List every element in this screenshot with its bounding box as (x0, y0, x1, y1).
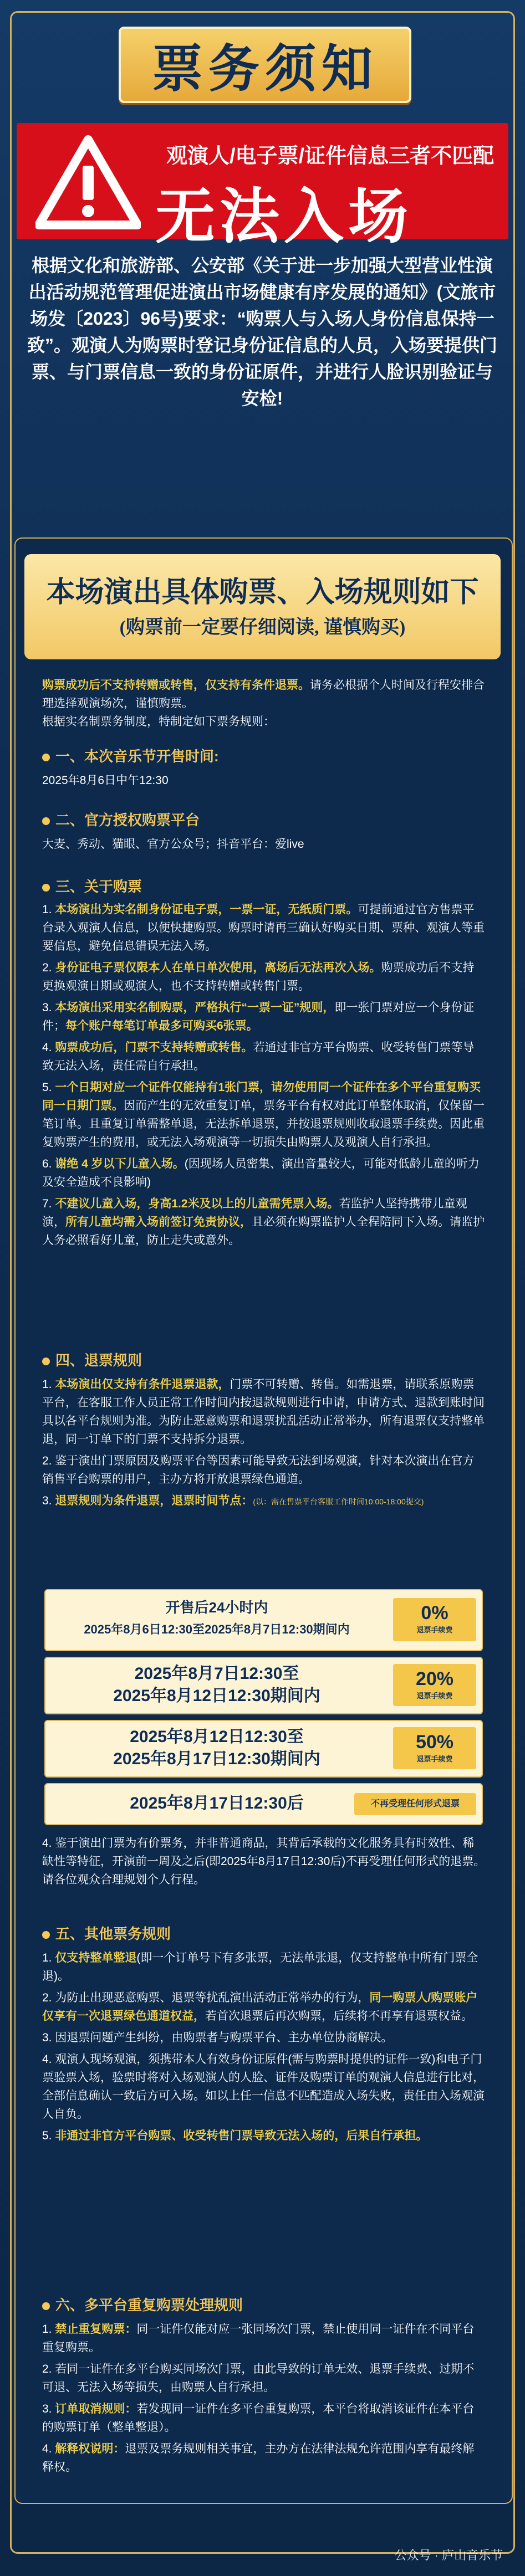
panel-header (24, 554, 501, 659)
section-1-title: 一、本次音乐节开售时间: (42, 745, 219, 766)
footer-watermark: 公众号 · 庐山音乐节 (394, 2548, 503, 2562)
title-banner (119, 27, 411, 103)
section-1-body: 2025年8月6日中午12:30 (42, 774, 169, 787)
s5-item-1: 1. 仅支持整单整退(即一个订单号下有多张票，无法单张退，仅支持整单中所有门票全退)。 (42, 1952, 478, 1983)
s6-item-4: 4. 解释权说明：退票及票务规则相关事宜，主办方在法律法规允许范围内享有最终解释权。 (42, 2442, 475, 2473)
s3-item-4: 4. 购票成功后，门票不支持转赠或转售。若通过非官方平台购票、收受转售门票等导致无法入场，责任需自行承担。 (42, 1041, 475, 1072)
section-2-body: 大麦、秀动、猫眼、官方公众号；抖音平台：爱live (42, 838, 304, 851)
bullet-icon (42, 884, 50, 892)
panel-title: 本场演出具体购票、入场规则如下 (46, 577, 479, 608)
warning-main: 无法入场 (155, 185, 413, 250)
s4-item-2: 2. 鉴于演出门票原因及购票平台等因素可能导致无法到场观演，针对本次演出在官方销售平台购票的用户，主办方将开放退票绿色通道。 (42, 1455, 475, 1486)
s6-item-3: 3. 订单取消规则：若发现同一证件在多平台重复购票，本平台将取消该证件在本平台的购票订单（整单整退）。 (42, 2403, 475, 2434)
warning-subtitle: 观演人/电子票/证件信息三者不匹配 (166, 145, 495, 168)
page-title: 票务须知 (151, 41, 378, 98)
refund-row-2: 2025年8月7日12:30至 2025年8月12日12:30期间内 20% 退票手续费 (44, 1657, 483, 1714)
section-4-title: 四、退票规则 (42, 1349, 142, 1370)
section-6-title: 六、多平台重复购票处理规则 (42, 2294, 243, 2314)
warning-triangle-icon (35, 135, 141, 229)
bullet-icon (42, 754, 50, 761)
warning-banner (17, 123, 508, 250)
refund-row-1: 开售后24小时内 2025年8月6日12:30至2025年8月7日12:30期间内 0% 退票手续费 (44, 1589, 483, 1651)
s3-item-5: 5. 一个日期对应一个证件仅能持有1张门票，请勿使用同一个证件在多个平台重复购买同一日期门票。因而产生的无效重复订单，票务平台有权对此订单整体取消，仅保留一笔订单。且重复订单需整单退，无法拆单退票，并按退票规则收取退票手续费。因此重复购票产生的费用，或无法入场观演等一切损失由购票人及观演人自行承担。 (42, 1081, 485, 1149)
section-4-content (42, 1375, 486, 1511)
s5-item-2: 2. 为防止出现恶意购票、退票等扰乱演出活动正常举办的行为，同一购票人/购票账户仅享有一次退票绿色通道权益，若首次退票后再次购票，后续将不再享有退票权益。 (42, 1991, 478, 2022)
refund-row-4: 2025年8月17日12:30后 不再受理任何形式退票 (44, 1783, 483, 1825)
section-3-content (42, 900, 486, 1249)
refund-fee-badge: 50% 退票手续费 (393, 1727, 476, 1769)
s5-item-3: 3. 因退票问题产生纠纷，由购票者与购票平台、主办单位协商解决。 (42, 2031, 393, 2044)
section-2-title: 二、官方授权购票平台 (42, 809, 200, 829)
section-3-title: 三、关于购票 (42, 875, 142, 896)
preface-text2: 根据实名制票务制度，特制定如下票务规则： (42, 715, 275, 728)
bullet-icon (42, 1931, 50, 1939)
refund-fee-badge: 20% 退票手续费 (393, 1664, 476, 1706)
s3-item-7: 7. 不建议儿童入场，身高1.2米及以上的儿童需凭票入场。若监护人坚持携带儿童观演，所有儿童均需入场前签订免责协议，且必须在购票监护人全程陪同下入场。请监护人务必照看好儿童，防止走失或意外。 (42, 1197, 485, 1247)
preface-highlight: 购票成功后不支持转赠或转售，仅支持有条件退票。 (42, 679, 310, 692)
refund-fee-badge: 0% 退票手续费 (393, 1598, 476, 1641)
preface-text: 请务必根据个人时间及行程安排合理选择观演场次，谨慎购票。 (42, 679, 485, 710)
section-6-content (42, 2320, 486, 2476)
s4-item-1: 1. 本场演出仅支持有条件退票退款，门票不可转赠、转售。如需退票，请联系原购票平台，在客服工作人员正常工作时间内按退款规则进行申请，申请方式、退款到账时间具以各平台规则为准。为防止恶意购票和退票扰乱活动正常举办，所有退票仅支持整单退，同一订单下的门票不支持拆分退票。 (42, 1378, 485, 1446)
section-5-content (42, 1949, 486, 2145)
s5-item-5: 5. 非通过非官方平台购票、收受转售门票导致无法入场的，后果自行承担。 (42, 2129, 428, 2142)
s3-item-1: 1. 本场演出为实名制身份证电子票，一票一证，无纸质门票。可提前通过官方售票平台录入观演人信息，以便快捷购票。购票时请再三确认好购买日期、票种、观演人等重要信息，避免信息错误无法入场。 (42, 903, 485, 952)
panel-subtitle: (购票前一定要仔细阅读, 谨慎购买) (119, 617, 406, 638)
s3-item-3: 3. 本场演出采用实名制购票，严格执行“一票一证”规则，即一张门票对应一个身份证件；每个账户每笔订单最多可购买6张票。 (42, 1001, 475, 1032)
bullet-icon (42, 2302, 50, 2310)
s6-item-1: 1. 禁止重复购票：同一证件仅能对应一张同场次门票，禁止使用同一证件在不同平台重复购票。 (42, 2323, 475, 2354)
refund-row-3: 2025年8月12日12:30至 2025年8月17日12:30期间内 50% 退票手续费 (44, 1720, 483, 1778)
s5-item-4: 4. 观演人现场观演，须携带本人有效身份证原件(需与购票时提供的证件一致)和电子门票验票入场，验票时将对入场观演人的人脸、证件及购票订单的观演人信息进行比对，全部信息确认一致后方可入场。如以上任一信息不匹配造成入场失败，责任由入场观演人自负。 (42, 2053, 485, 2121)
bullet-icon (42, 817, 50, 825)
s3-item-6: 6. 谢绝 4 岁以下儿童入场。(因现场人员密集、演出音量较大，可能对低龄儿童的听力及安全造成不良影响) (42, 1158, 480, 1189)
s4-item-4: 4. 鉴于演出门票为有价票务，并非普通商品，其背后承载的文化服务具有时效性、稀缺性等特征，开演前一周及之后(即2025年8月17日12:30后)不再受理任何形式的退票。请各位观众合理规划个人行程。 (42, 1837, 486, 1886)
no-refund-badge: 不再受理任何形式退票 (354, 1793, 476, 1815)
section-5-title: 五、其他票务规则 (42, 1923, 171, 1943)
s4-item-3: 3. 退票规则为条件退票，退票时间节点：(以：需在售票平台客服工作时间10:00-18:00提交) (42, 1494, 424, 1507)
bullet-icon (42, 1358, 50, 1365)
rules-panel (14, 537, 513, 2504)
s3-item-2: 2. 身份证电子票仅限本人在单日单次使用，离场后无法再次入场。购票成功后不支持更换观演日期或观演人，也不支持转赠或转售门票。 (42, 961, 475, 992)
s6-item-2: 2. 若同一证件在多平台购买同场次门票，由此导致的订单无效、退票手续费、过期不可退、无法入场等损失，由购票人自行承担。 (42, 2363, 475, 2394)
intro-text: 根据文化和旅游部、公安部《关于进一步加强大型营业性演出活动规范管理促进演出市场健康有序发展的通知》(文旅市场发〔2023〕96号)要求：“购票人与入场人身份信息保持一致”。观演人为购票时登记身份证信息的人员，入场要提供门票、与门票信息一致的身份证原件，并进行人脸识别验证与安检! (27, 255, 497, 408)
preface (42, 676, 486, 731)
